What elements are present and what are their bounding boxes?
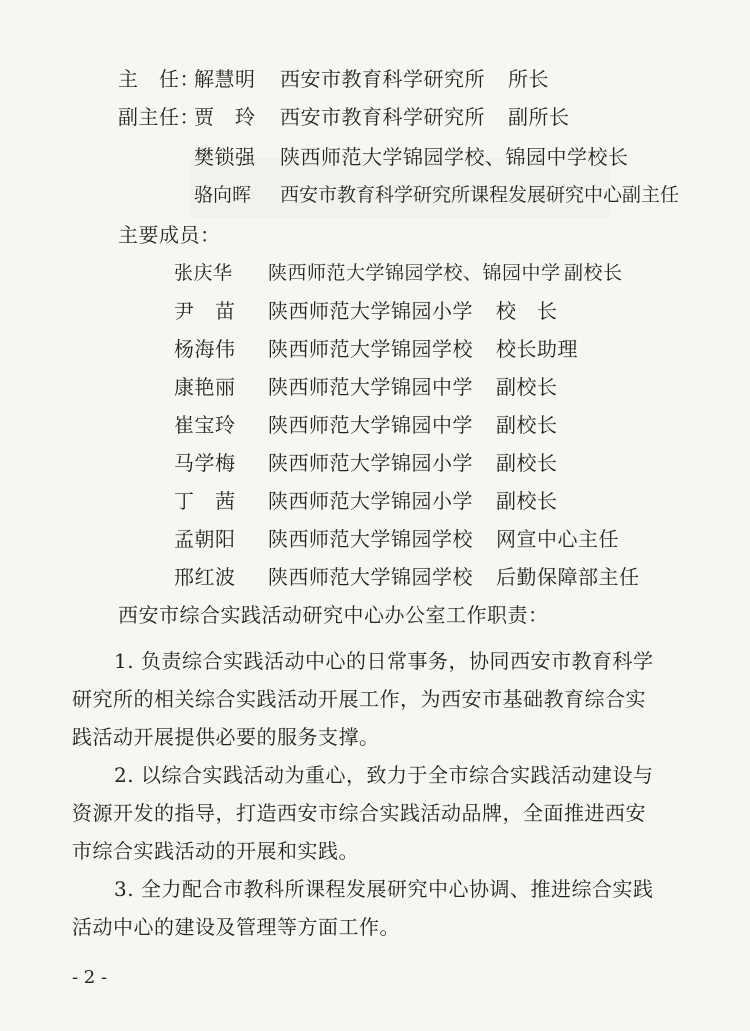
- position-title: 副所长: [508, 105, 570, 129]
- duty-paragraph-2: 2. 以综合实践活动为重心，致力于全市综合实践活动建设与资源开发的指导，打造西安市综合实践活动品牌，全面推进西安市综合实践活动的开展和实践。: [72, 763, 654, 863]
- member-title: 副校长: [496, 375, 558, 399]
- member-org: 陕西师范大学锦园学校: [268, 337, 473, 361]
- member-name: 张庆华: [174, 262, 233, 284]
- member-org: 陕西师范大学锦园中学: [268, 375, 473, 399]
- member-title: 副校长: [496, 489, 558, 513]
- duty-paragraph-1: 1. 负责综合实践活动中心的日常事务，协同西安市教育科学研究所的相关综合实践活动开展工作，为西安市基础教育综合实践活动开展提供必要的服务支撑。: [72, 649, 654, 749]
- member-title: 副校长: [496, 451, 558, 475]
- member-org: 陕西师范大学锦园学校: [268, 565, 473, 589]
- position-title: 所长: [508, 67, 549, 91]
- member-org: 陕西师范大学锦园小学: [268, 299, 473, 323]
- member-name: 康艳丽: [174, 375, 236, 399]
- person-name: 贾 玲: [194, 105, 256, 129]
- member-org: 陕西师范大学锦园学校、锦园中学: [268, 262, 561, 284]
- member-org: 陕西师范大学锦园小学: [268, 489, 473, 513]
- person-name: 樊锁强: [194, 145, 256, 169]
- member-name: 杨海伟: [174, 337, 236, 361]
- member-name: 邢红波: [174, 565, 236, 589]
- members-heading: 主要成员：: [118, 223, 221, 247]
- member-title: 后勤保障部主任: [496, 565, 640, 589]
- member-title: 校长助理: [496, 337, 578, 361]
- member-title: 副校长: [564, 262, 623, 284]
- duty-paragraph-3: 3. 全力配合市教科所课程发展研究中心协调、推进综合实践活动中心的建设及管理等方面工作。: [72, 877, 654, 939]
- member-org: 陕西师范大学锦园小学: [268, 451, 473, 475]
- organization: 西安市教育科学研究所: [280, 67, 485, 91]
- member-title: 网宣中心主任: [496, 527, 619, 551]
- role-label: 主 任：: [118, 67, 200, 91]
- person-name: 骆向晖: [194, 184, 252, 206]
- role-label: 副主任：: [118, 105, 200, 129]
- page-number: - 2 -: [72, 967, 108, 988]
- member-title: 校 长: [496, 299, 558, 323]
- member-title: 副校长: [496, 413, 558, 437]
- member-org: 陕西师范大学锦园中学: [268, 413, 473, 437]
- organization: 西安市教育科学研究所课程发展研究中心副主任: [280, 184, 680, 206]
- member-name: 丁 茜: [174, 489, 236, 513]
- person-name: 解慧明: [194, 67, 256, 91]
- member-org: 陕西师范大学锦园学校: [268, 527, 473, 551]
- organization: 陕西师范大学锦园学校、锦园中学校长: [280, 145, 629, 169]
- organization: 西安市教育科学研究所: [280, 105, 485, 129]
- duties-heading: 西安市综合实践活动研究中心办公室工作职责：: [118, 603, 549, 627]
- member-name: 马学梅: [174, 451, 236, 475]
- member-name: 孟朝阳: [174, 527, 236, 551]
- member-name: 尹 苗: [174, 299, 236, 323]
- member-name: 崔宝玲: [174, 413, 236, 437]
